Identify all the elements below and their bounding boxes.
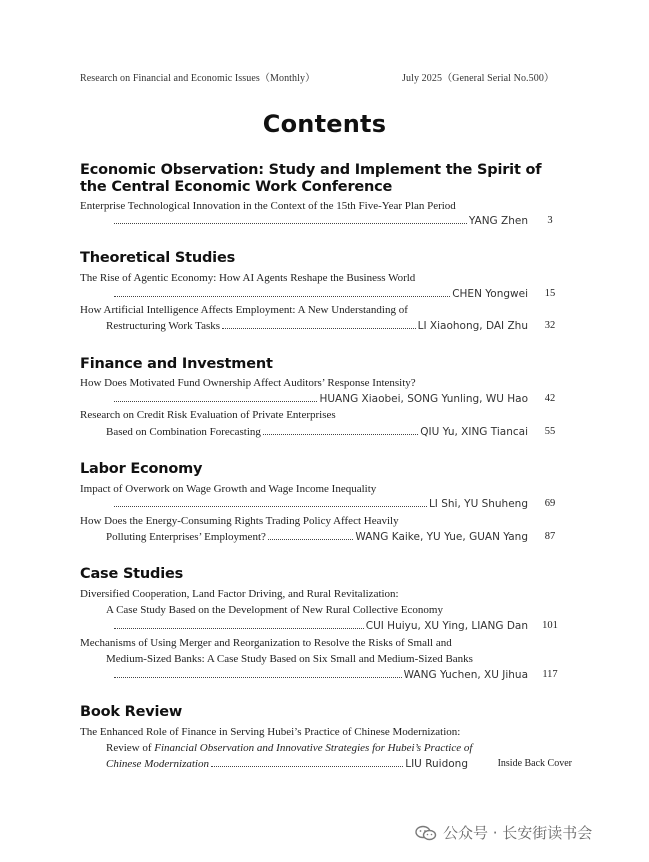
entry-title: The Rise of Agentic Economy: How AI Agents Reshape the Business World — [80, 272, 416, 284]
leader-line — [112, 619, 528, 633]
entry-title: Diversified Cooperation, Land Factor Driving, and Rural Revitalization: — [80, 588, 399, 600]
dot-leader — [114, 506, 427, 507]
leader-line — [106, 530, 528, 544]
entry-page: 117 — [542, 669, 558, 680]
leader-line — [112, 214, 528, 228]
entry-title-cont: Polluting Enterprises’ Employment? — [106, 531, 266, 543]
dot-leader — [114, 677, 402, 678]
entry-page: 101 — [542, 620, 558, 631]
reviewed-book-title: Financial Observation and Innovative Strategies for Hubei’s Practice of — [154, 742, 473, 754]
entry-authors: LIU Ruidong — [405, 758, 468, 770]
section-heading-line2: the Central Economic Work Conference — [80, 179, 393, 195]
entry-page: 87 — [544, 531, 556, 542]
entry-title-cont: Medium-Sized Banks: A Case Study Based on Six Small and Medium-Sized Banks — [106, 653, 473, 665]
entry-title: How Artificial Intelligence Affects Employment: A New Understanding of — [80, 304, 408, 316]
dot-leader — [114, 401, 317, 402]
section-heading: Case Studies — [80, 566, 184, 582]
entry-title-cont: Based on Combination Forecasting — [106, 426, 261, 438]
leader-line — [106, 425, 528, 439]
entry-authors: LI Xiaohong, DAI Zhu — [417, 320, 528, 332]
entry-page: Inside Back Cover — [497, 758, 572, 769]
watermark-text: 公众号 · 长安街读书会 — [443, 824, 593, 842]
entry-title-cont: A Case Study Based on the Development of New Rural Collective Economy — [106, 604, 443, 616]
entry-page: 32 — [544, 320, 556, 331]
entry-title-cont: Restructuring Work Tasks — [106, 320, 221, 332]
dot-leader — [222, 328, 416, 329]
entry-authors: CHEN Yongwei — [452, 288, 528, 300]
entry-page: 3 — [547, 215, 553, 226]
watermark — [415, 822, 592, 843]
entry-authors: CUI Huiyu, XU Ying, LIANG Dan — [365, 620, 528, 632]
leader-line — [112, 668, 528, 682]
section-heading-line1: Economic Observation: Study and Implement the Spirit of — [80, 162, 542, 178]
section-heading — [80, 162, 570, 196]
wechat-icon — [415, 825, 437, 841]
issue-header: July 2025（General Serial No.500） — [402, 73, 555, 84]
entry-title: How Does Motivated Fund Ownership Affect Auditors’ Response Intensity? — [80, 377, 416, 389]
entry-title: Enterprise Technological Innovation in the Context of the 15th Five-Year Plan Period — [80, 200, 456, 212]
entry-authors: WANG Yuchen, XU Jihua — [403, 669, 528, 681]
entry-page: 42 — [544, 393, 556, 404]
leader-line — [112, 497, 528, 511]
entry-authors: LI Shi, YU Shuheng — [428, 498, 528, 510]
journal-header: Research on Financial and Economic Issues（Monthly） — [80, 73, 316, 84]
reviewed-book-title-cont: Chinese Modernization — [106, 758, 209, 770]
entry-page: 15 — [544, 288, 556, 299]
entry-title: Mechanisms of Using Merger and Reorganization to Resolve the Risks of Small and — [80, 637, 452, 649]
entry-page: 55 — [544, 426, 556, 437]
leader-line — [112, 287, 528, 301]
entry-authors: QIU Yu, XING Tiancai — [420, 426, 528, 438]
section-heading: Finance and Investment — [80, 356, 273, 372]
dot-leader — [114, 223, 467, 224]
entry-title-cont — [106, 741, 565, 755]
entry-authors: HUANG Xiaobei, SONG Yunling, WU Hao — [319, 393, 528, 405]
section-heading: Book Review — [80, 704, 183, 720]
entry-title-prefix: Review of — [106, 742, 155, 754]
entry-authors: WANG Kaike, YU Yue, GUAN Yang — [355, 531, 528, 543]
leader-line — [106, 319, 528, 333]
leader-line — [106, 757, 468, 771]
section-heading: Labor Economy — [80, 461, 203, 477]
entry-title: Impact of Overwork on Wage Growth and Wage Income Inequality — [80, 483, 377, 495]
entry-authors: YANG Zhen — [468, 215, 528, 227]
leader-line — [112, 392, 528, 406]
dot-leader — [268, 539, 354, 540]
entry-title: Research on Credit Risk Evaluation of Private Enterprises — [80, 409, 336, 421]
dot-leader — [263, 434, 418, 435]
entry-page: 69 — [544, 498, 556, 509]
entry-title: The Enhanced Role of Finance in Serving Hubei’s Practice of Chinese Modernization: — [80, 726, 461, 738]
dot-leader — [211, 766, 403, 767]
page-title: Contents — [262, 110, 387, 138]
section-heading: Theoretical Studies — [80, 250, 236, 266]
entry-title: How Does the Energy-Consuming Rights Trading Policy Affect Heavily — [80, 515, 399, 527]
dot-leader — [114, 296, 450, 297]
dot-leader — [114, 628, 364, 629]
